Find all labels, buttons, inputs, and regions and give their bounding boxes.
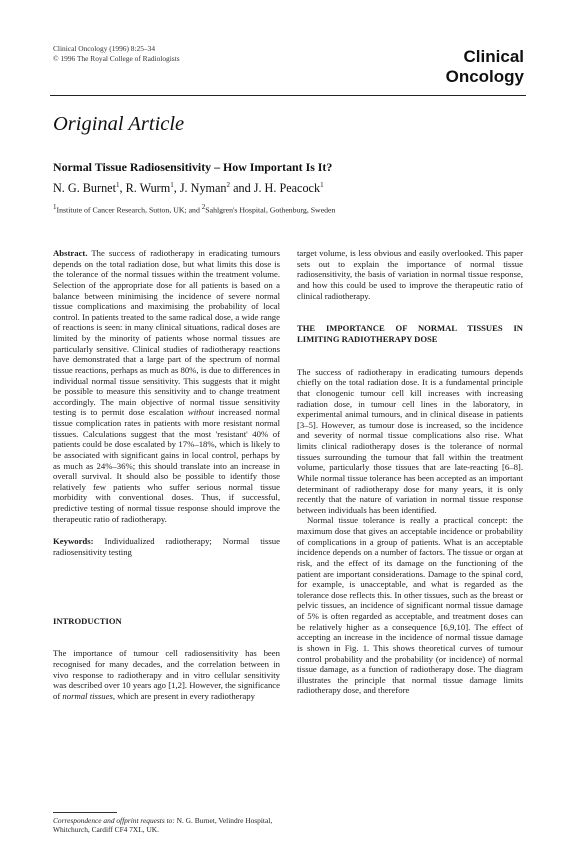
author-name: N. G. Burnet <box>53 181 116 196</box>
author-name: , R. Wurm <box>119 181 171 196</box>
author-list <box>53 181 324 196</box>
affiliation-marker: 2 <box>226 181 231 189</box>
introduction-text: The importance of tumour cell radiosensitivity has been recognised for many decades, and the correlation between in vivo response to radiotherapy and in vitro cellular sensitivity was described over 10 years ago [1,2]. However, the significance of <box>53 648 280 701</box>
abstract-emphasis: without <box>187 407 214 418</box>
author-name: and J. H. Peacock <box>230 181 321 196</box>
abstract-label: Abstract. <box>53 248 88 258</box>
section-heading-introduction: INTRODUCTION <box>53 615 122 626</box>
body-paragraph: The success of radiotherapy in eradicating tumours depends chiefly on the total radiation dose. It is a fundamental principle that clonogenic tumour cell kill increases with increasing radiation dose, in tumour cell lines in the laboratory, in experimental animal tumours, and in clinical disease in patients [3–5]. However, as tumour dose is increased, so the incidence and severity of normal tissue complications also rise. What limits clinical radiotherapy doses is the tolerance of normal tissues surrounding the tumour that fall within the treatment volume, particularly those tissues that are late-reacting [6–8]. While normal tissue tolerance has been accepted as an important determinant of radiotherapy dose for many years, it is only recently that the nature of variation in normal tissue response between individuals has been identified. <box>297 366 523 515</box>
footnote-divider <box>53 812 117 813</box>
article-title: Normal Tissue Radiosensitivity – How Important Is It? <box>53 160 333 174</box>
affiliation-marker: 2 <box>201 203 206 211</box>
journal-logo-line2: Oncology <box>445 67 524 86</box>
author-name: , J. Nyman <box>173 181 227 196</box>
footnote-text: N. G. Burnet, Velindre Hospital, Whitchurch, Cardiff CF4 7XL, UK. <box>53 816 273 835</box>
body-paragraph: Normal tissue tolerance is really a practical concept: the maximum dose that gives an acceptable incidence or probability of complications in a group of patients. What is an acceptable incidence depends on a number of factors. The tissue or organ at risk, and the effect of its damage on the functioning of the patient are important considerations. Damage to the spinal cord, for example, is unacceptable, and what is regarded as the tolerance dose reflects this. In other tissues, such as the breast or pelvic tissues, an incidence of significant normal tissue damage of 5% is often regarded as acceptable, and treatment doses can be relatively higher as a consequence [6,9,10]. The effect of accepting an increase in the incidence of normal tissue damage is shown in Fig. 1. This shows theoretical curves of tumour control probability and the probability (or incidence) of normal tissue damage, as a function of radiotherapy dose. The diagram illustrates the principle that normal tissue damage limits radiotherapy dose, and therefore <box>297 515 523 696</box>
affiliation-marker: 1 <box>53 203 57 211</box>
copyright-line: © 1996 The Royal College of Radiologists <box>53 53 180 63</box>
journal-logo <box>446 47 524 87</box>
spacer <box>53 524 280 536</box>
keywords <box>53 536 280 557</box>
header-divider <box>50 95 526 96</box>
right-column <box>297 248 523 696</box>
abstract-text: The success of radiotherapy in eradicating tumours depends on the total radiation dose, but what limits this dose is the tolerance of the normal tissues within the treatment volume. Selection of the appropriate dose for all patients is based on a balance between minimising the incidence of severe normal tissue complications and maximising the probability of local control. In patients treated to the same radical dose, a wide range of reactions is seen: in many clinical situations, radical doses are limited by the minority of patients whose normal tissues are particularly sensitive. Clinical studies of radiotherapy reactions have demonstrated that a large part of the spectrum of normal tissue reactions, perhaps as much as 80%, is due to differences in individual normal tissue sensitivity. This suggests that it might be possible to measure this sensitivity and to change treatment accordingly. The main objective of normal tissue sensitivity testing is to permit dose escalation <box>53 248 280 418</box>
keywords-label: Keywords: <box>53 536 94 547</box>
abstract-text-continued: increased normal tissue complication rates in patients with more resistant normal tissues. Calculations suggest that the most 'resistant' 40% of patients could be dose escalated by 17%–18%, which is likely to be associated with significant gains in local control, perhaps by as much as 24%–36%; this should translate into an increase in overall survival. It should also be possible to identify those relatively few patients who suffer serious normal tissue morbidity with conventional doses. Thus, if successful, predictive testing of normal tissue response should improve the therapeutic ratio of radiotherapy. <box>53 407 281 524</box>
journal-logo-line1: Clinical <box>463 47 524 66</box>
introduction-continued: target volume, is less obvious and easily overlooked. This paper sets out to explain the importance of normal tissue radiosensitivity, the basis of variation in normal tissue response, and how this could be used to improve the therapeutic ratio of clinical radiotherapy. <box>297 248 523 301</box>
journal-citation: Clinical Oncology (1996) 8:25–34 <box>53 44 156 53</box>
affiliation-marker: 1 <box>170 181 174 189</box>
affiliation-text: Sahlgren's Hospital, Gothenburg, Sweden <box>205 205 336 215</box>
abstract <box>53 248 280 524</box>
section-heading-normal-tissues: THE IMPORTANCE OF NORMAL TISSUES IN LIMITING RADIOTHERAPY DOSE <box>297 323 523 344</box>
introduction-text-continued: , which are present in every radiotherapy <box>112 690 255 701</box>
correspondence-footnote <box>53 816 280 835</box>
spacer <box>53 558 280 616</box>
affiliations <box>53 203 335 215</box>
affiliation-text: Institute of Cancer Research, Sutton, UK; and <box>56 205 202 215</box>
spacer <box>297 301 523 323</box>
affiliation-marker: 1 <box>320 181 324 189</box>
journal-reference <box>53 44 180 63</box>
introduction-paragraph <box>53 648 280 701</box>
left-column <box>53 248 280 701</box>
keywords-text: Individualized radiotherapy; Normal tissue radiosensitivity testing <box>53 536 280 557</box>
article-type-label: Original Article <box>53 113 185 135</box>
affiliation-marker: 1 <box>115 181 120 189</box>
introduction-emphasis: normal tissues <box>62 690 113 701</box>
spacer <box>297 345 523 367</box>
spacer <box>53 626 280 648</box>
footnote-label: Correspondence and offprint requests to: <box>53 816 175 825</box>
